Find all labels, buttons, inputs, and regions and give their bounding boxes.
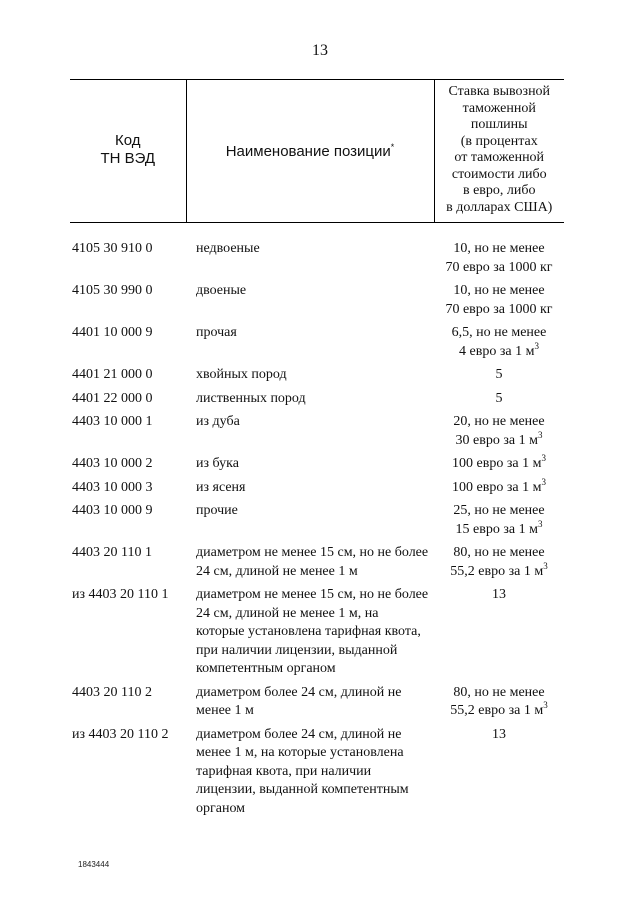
- rate-text: 70 евро за 1000 кг: [445, 259, 553, 275]
- unit-superscript: 3: [543, 560, 548, 571]
- cell-description: из дуба: [196, 414, 240, 429]
- rate-text: 100 евро за 1 м: [452, 456, 542, 471]
- table-row: [70, 684, 564, 726]
- table-row: [70, 502, 564, 544]
- rate-line: [434, 240, 564, 259]
- header-rate-line: (в процентах: [460, 133, 538, 149]
- header-rate-line: от таможенной: [454, 150, 545, 165]
- spacer-row: [70, 223, 564, 241]
- cell-rate: [434, 413, 564, 455]
- table-row: [70, 282, 564, 324]
- header-code: [70, 80, 186, 223]
- cell-description: недвоеные: [196, 241, 260, 256]
- header-rate-line: в долларах США): [446, 199, 553, 215]
- cell-code: из 4403 20 110 2: [72, 726, 169, 742]
- rate-text: 13: [492, 587, 506, 602]
- page-number: 13: [312, 42, 328, 59]
- rate-line: [434, 282, 564, 301]
- cell-code: 4403 10 000 3: [72, 479, 153, 495]
- header-rate-line: таможенной: [462, 100, 536, 116]
- rate-line: [434, 726, 564, 745]
- cell-code: 4105 30 910 0: [72, 241, 153, 256]
- header-rate-line: стоимости либо: [451, 166, 547, 182]
- rate-line: [434, 413, 564, 432]
- unit-superscript: 3: [537, 518, 543, 529]
- table-header-row: [70, 80, 564, 223]
- header-name-mark: *: [390, 142, 395, 153]
- cell-code: 4105 30 990 0: [72, 283, 153, 298]
- rate-text: 13: [492, 726, 506, 742]
- cell-rate: [434, 544, 564, 586]
- header-name: [186, 80, 434, 223]
- cell-description: диаметром не менее 15 см, но не более 24 см, длиной не менее 1 м: [196, 545, 429, 579]
- rate-line: [434, 702, 564, 721]
- rate-text: 55,2 евро за 1 м: [450, 703, 544, 718]
- unit-superscript: 3: [541, 453, 546, 463]
- rate-line: [434, 586, 564, 605]
- header-code-line: Код: [114, 132, 141, 149]
- rate-line: [434, 518, 564, 540]
- table-row: [70, 726, 564, 824]
- table-row: [70, 586, 564, 684]
- rate-line: [434, 366, 564, 385]
- rate-text: 5: [495, 390, 503, 406]
- cell-description: лиственных пород: [196, 390, 306, 406]
- unit-superscript: 3: [541, 476, 546, 487]
- rate-line: [434, 560, 564, 582]
- cell-description: хвойных пород: [196, 367, 287, 382]
- rate-line: [434, 324, 564, 343]
- cell-code: 4403 10 000 1: [72, 414, 153, 429]
- header-rate-line: в евро, либо: [462, 183, 536, 198]
- header-code-line: ТН ВЭД: [100, 150, 156, 167]
- table-row: [70, 455, 564, 479]
- rate-line: [434, 455, 564, 474]
- cell-code: 4401 22 000 0: [72, 390, 153, 406]
- rate-text: 10, но не менее: [453, 283, 545, 298]
- tariff-table: [70, 79, 564, 823]
- table-row: [70, 366, 564, 390]
- header-rate: [434, 80, 564, 223]
- cell-description: прочая: [196, 325, 237, 340]
- rate-text: 5: [495, 367, 503, 382]
- document-id: 1843444: [78, 860, 110, 869]
- cell-code: 4403 10 000 9: [72, 503, 153, 518]
- table-row: [70, 390, 564, 414]
- table-row: [70, 324, 564, 366]
- unit-superscript: 3: [543, 700, 548, 710]
- unit-superscript: 3: [534, 340, 539, 351]
- cell-description: из бука: [196, 456, 239, 471]
- header-name-label: Наименование позиции: [225, 143, 391, 161]
- cell-rate: [434, 586, 564, 684]
- table-row: [70, 544, 564, 586]
- cell-rate: [434, 324, 564, 366]
- cell-rate: [434, 390, 564, 414]
- rate-line: [434, 340, 564, 362]
- rate-text: 6,5, но не менее: [451, 325, 547, 340]
- cell-description: из ясеня: [196, 479, 246, 495]
- table-body: [70, 223, 564, 824]
- rate-line: [434, 259, 564, 278]
- rate-text: 10, но не менее: [453, 241, 545, 256]
- rate-text: 4 евро за 1 м: [459, 343, 535, 359]
- cell-description: двоеные: [196, 283, 247, 298]
- cell-rate: [434, 726, 564, 824]
- cell-description: диаметром более 24 см, длиной не менее 1 м: [196, 684, 402, 718]
- cell-code: 4401 21 000 0: [72, 367, 153, 382]
- cell-rate: [434, 684, 564, 726]
- cell-code: 4403 20 110 1: [72, 545, 152, 560]
- cell-description: диаметром более 24 см, длиной не менее 1 м, на которые установлена тарифная квота, при наличии лицензии, выданной компетентным органом: [196, 726, 409, 816]
- rate-text: 80, но не менее: [453, 545, 545, 560]
- rate-line: [434, 390, 564, 409]
- header-rate-line: Ставка вывозной: [448, 84, 551, 99]
- table-row: [70, 240, 564, 282]
- rate-text: 30 евро за 1 м: [455, 432, 538, 448]
- cell-rate: [434, 455, 564, 479]
- cell-description: диаметром не менее 15 см, но не более 24 см, длиной не менее 1 м, на которые установлена тарифная квота, при наличии лицензии, выданной компетентным органом: [196, 587, 429, 676]
- rate-text: 70 евро за 1000 кг: [445, 301, 553, 317]
- cell-rate: [434, 240, 564, 282]
- rate-line: [434, 301, 564, 320]
- rate-line: [434, 502, 564, 521]
- rate-line: [434, 429, 564, 451]
- cell-rate: [434, 476, 564, 503]
- unit-superscript: 3: [537, 429, 543, 440]
- cell-rate: [434, 282, 564, 324]
- cell-code: 4401 10 000 9: [72, 325, 153, 340]
- rate-line: [434, 476, 564, 498]
- rate-text: 25, но не менее: [453, 503, 545, 518]
- cell-code: 4403 10 000 2: [72, 456, 153, 471]
- cell-code: 4403 20 110 2: [72, 684, 152, 700]
- rate-text: 20, но не менее: [453, 414, 545, 429]
- rate-text: 15 евро за 1 м: [455, 521, 538, 537]
- table-row: [70, 479, 564, 503]
- cell-code: из 4403 20 110 1: [72, 587, 169, 602]
- cell-rate: [434, 366, 564, 390]
- cell-rate: [434, 502, 564, 544]
- rate-text: 55,2 евро за 1 м: [450, 563, 544, 579]
- rate-text: 80, но не менее: [453, 684, 545, 700]
- cell-description: прочие: [196, 503, 238, 518]
- table-row: [70, 413, 564, 455]
- rate-text: 100 евро за 1 м: [452, 479, 542, 495]
- header-rate-line: пошлины: [470, 117, 528, 132]
